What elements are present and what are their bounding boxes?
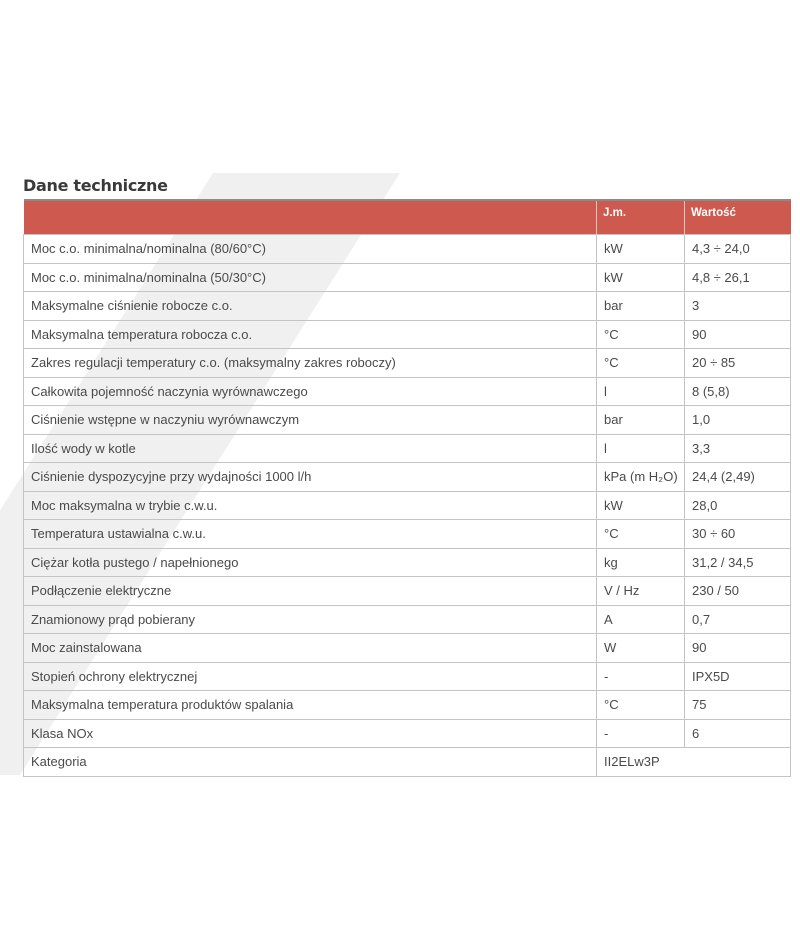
cell-unit: kW [597, 491, 685, 520]
cell-parameter: Stopień ochrony elektrycznej [24, 662, 597, 691]
cell-value: 30 ÷ 60 [685, 520, 791, 549]
cell-unit: - [597, 719, 685, 748]
cell-parameter: Ilość wody w kotle [24, 434, 597, 463]
cell-unit: °C [597, 349, 685, 378]
cell-unit: V / Hz [597, 577, 685, 606]
cell-parameter: Moc c.o. minimalna/nominalna (80/60°C) [24, 235, 597, 264]
cell-value: 3,3 [685, 434, 791, 463]
table-row [24, 463, 791, 492]
table-row [24, 520, 791, 549]
header-unit: J.m. [597, 200, 685, 235]
table-row [24, 292, 791, 321]
cell-value: 24,4 (2,49) [685, 463, 791, 492]
table-row [24, 577, 791, 606]
table-row [24, 719, 791, 748]
cell-parameter: Zakres regulacji temperatury c.o. (maksymalny zakres roboczy) [24, 349, 597, 378]
cell-value: 31,2 / 34,5 [685, 548, 791, 577]
cell-value: 4,3 ÷ 24,0 [685, 235, 791, 264]
table-row [24, 406, 791, 435]
cell-value: 6 [685, 719, 791, 748]
cell-parameter: Maksymalna temperatura robocza c.o. [24, 320, 597, 349]
cell-parameter: Moc zainstalowana [24, 634, 597, 663]
cell-unit: l [597, 434, 685, 463]
table-row [24, 434, 791, 463]
table-row [24, 634, 791, 663]
table-row [24, 491, 791, 520]
cell-value: 90 [685, 634, 791, 663]
table-row [24, 691, 791, 720]
cell-unit: A [597, 605, 685, 634]
cell-value: 90 [685, 320, 791, 349]
header-parameter [24, 200, 597, 235]
cell-parameter: Temperatura ustawialna c.w.u. [24, 520, 597, 549]
table-row-category [24, 748, 791, 777]
cell-unit: W [597, 634, 685, 663]
cell-value: 20 ÷ 85 [685, 349, 791, 378]
cell-unit: °C [597, 520, 685, 549]
cell-merged-value: II2ELw3P [597, 748, 791, 777]
cell-parameter: Ciężar kotła pustego / napełnionego [24, 548, 597, 577]
section-title: Dane techniczne [23, 176, 168, 195]
header-value: Wartość [685, 200, 791, 235]
cell-unit: °C [597, 320, 685, 349]
cell-parameter: Maksymalne ciśnienie robocze c.o. [24, 292, 597, 321]
cell-parameter: Ciśnienie wstępne w naczyniu wyrównawczym [24, 406, 597, 435]
cell-parameter: Klasa NOx [24, 719, 597, 748]
table-row [24, 548, 791, 577]
table-row [24, 605, 791, 634]
cell-value: 28,0 [685, 491, 791, 520]
cell-value: 230 / 50 [685, 577, 791, 606]
cell-unit: bar [597, 406, 685, 435]
table-row [24, 662, 791, 691]
cell-value: 1,0 [685, 406, 791, 435]
cell-value: 3 [685, 292, 791, 321]
table-row [24, 263, 791, 292]
cell-unit: bar [597, 292, 685, 321]
table-header-row [24, 200, 791, 235]
cell-parameter: Moc maksymalna w trybie c.w.u. [24, 491, 597, 520]
table-row [24, 320, 791, 349]
table-row [24, 377, 791, 406]
cell-unit: l [597, 377, 685, 406]
cell-value: 4,8 ÷ 26,1 [685, 263, 791, 292]
cell-parameter: Moc c.o. minimalna/nominalna (50/30°C) [24, 263, 597, 292]
cell-parameter: Kategoria [24, 748, 597, 777]
cell-parameter: Całkowita pojemność naczynia wyrównawczego [24, 377, 597, 406]
cell-unit: - [597, 662, 685, 691]
cell-value: IPX5D [685, 662, 791, 691]
cell-value: 8 (5,8) [685, 377, 791, 406]
cell-value: 75 [685, 691, 791, 720]
cell-parameter: Ciśnienie dyspozycyjne przy wydajności 1000 l/h [24, 463, 597, 492]
cell-unit: kg [597, 548, 685, 577]
cell-unit: kW [597, 235, 685, 264]
table-row [24, 235, 791, 264]
cell-parameter: Podłączenie elektryczne [24, 577, 597, 606]
cell-parameter: Maksymalna temperatura produktów spalania [24, 691, 597, 720]
cell-parameter: Znamionowy prąd pobierany [24, 605, 597, 634]
cell-value: 0,7 [685, 605, 791, 634]
cell-unit: kW [597, 263, 685, 292]
cell-unit: °C [597, 691, 685, 720]
table-row [24, 349, 791, 378]
technical-data-table [23, 199, 791, 777]
cell-unit: kPa (m H₂O) [597, 463, 685, 492]
